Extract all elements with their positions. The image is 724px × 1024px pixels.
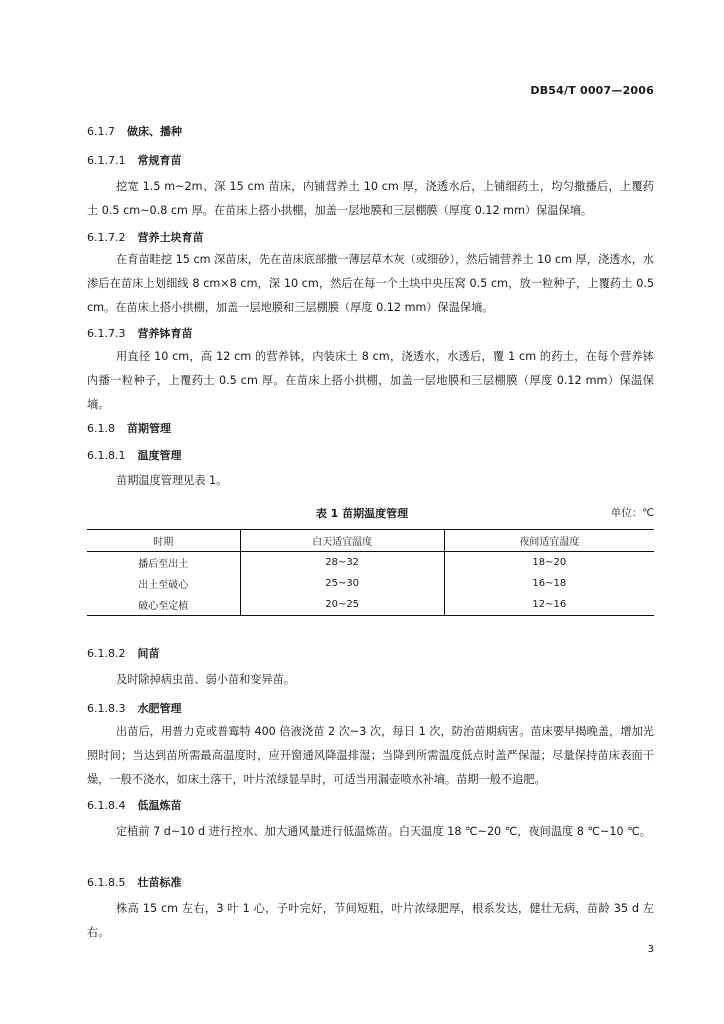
- temperature-table: [87, 529, 654, 616]
- paragraph: 定植前 7 d~10 d 进行控水、加大通风量进行低温炼苗。白天温度 18 ℃~20 ℃，夜间温度 8 ℃~10 ℃。: [116, 825, 651, 838]
- table-cell: 25~30: [240, 573, 444, 594]
- table-row: [87, 552, 654, 574]
- table-cell: 28~32: [240, 552, 444, 574]
- section-number: 6.1.8.4: [87, 799, 126, 812]
- table-cell: 18~20: [444, 552, 654, 574]
- section-heading: [87, 874, 181, 890]
- section-heading: [87, 447, 181, 463]
- table-cell: 16~18: [444, 573, 654, 594]
- section-heading: [87, 420, 171, 436]
- paragraph: 及时除掉病虫苗、弱小苗和变异苗。: [116, 673, 296, 686]
- section-number: 6.1.8.3: [87, 702, 126, 715]
- section-heading: [87, 325, 192, 341]
- table-cell: 出土至破心: [138, 580, 189, 591]
- section-heading: [87, 229, 203, 245]
- section-title: 低温炼苗: [137, 799, 182, 812]
- page-number: 3: [647, 944, 654, 955]
- section-number: 6.1.8.5: [87, 876, 126, 889]
- section-heading: [87, 797, 181, 813]
- section-number: 6.1.7.1: [87, 154, 126, 167]
- section-title: 做床、播种: [127, 125, 182, 138]
- section-heading: [87, 123, 182, 139]
- paragraph: 在育苗畦挖 15 cm 深苗床，先在苗床底部撒一薄层草木灰（或细砂），然后铺营养土 10 cm 厚，浇透水，水渗后在苗床上划细线 8 cm×8 cm，深 10 cm，然后在每一个土块中央压窝 0.5 cm，放一粒种子，上覆药土 0.5 cm。在苗床上搭小拱棚，加盖一层地膜和三层棚膜（厚度 0.12 mm）保温保墒。: [87, 253, 654, 314]
- section-heading: [87, 700, 181, 716]
- section-number: 6.1.8.2: [87, 647, 126, 660]
- paragraph: 用直径 10 cm，高 12 cm 的营养钵，内装床土 8 cm，浇透水，水透后，覆 1 cm 的药土，在每个营养钵内播一粒种子，上覆药土 0.5 cm 厚。在苗床上搭小拱棚，加盖一层地膜和三层棚膜（厚度 0.12 mm）保温保墒。: [87, 350, 654, 411]
- table-row: [87, 594, 654, 616]
- table-cell: 破心至定植: [87, 594, 240, 616]
- section-title: 营养土块育苗: [137, 231, 204, 244]
- table-cell: 20~25: [240, 594, 444, 616]
- section-number: 6.1.7.3: [87, 327, 126, 340]
- document-code: DB54/T 0007—2006: [530, 84, 654, 97]
- section-title: 常规育苗: [137, 154, 182, 167]
- table-header-cell: 白天适宜温度: [240, 530, 444, 552]
- table-unit: 单位：℃: [610, 507, 654, 519]
- paragraph: 挖宽 1.5 m~2m、深 15 cm 苗床，内铺营养土 10 cm 厚，浇透水后，上铺细药土，均匀撒播后，上覆药土 0.5 cm~0.8 cm 厚。在苗床上搭小拱棚，加盖一层地膜和三层棚膜（厚度 0.12 mm）保温保墒。: [87, 180, 654, 217]
- paragraph: 株高 15 cm 左右，3 叶 1 心，子叶完好，节间短粗，叶片浓绿肥厚，根系发达，健壮无病，苗龄 35 d 左右。: [87, 902, 654, 939]
- section-number: 6.1.8: [87, 422, 115, 435]
- table-cell: 12~16: [444, 594, 654, 616]
- table-title: 表 1 苗期温度管理: [315, 507, 409, 520]
- section-number: 6.1.7.2: [87, 231, 126, 244]
- table-header-row: [87, 530, 654, 552]
- section-number: 6.1.8.1: [87, 449, 126, 462]
- section-title: 壮苗标准: [137, 876, 182, 889]
- paragraph: 苗期温度管理见表 1。: [116, 474, 228, 487]
- section-title: 温度管理: [137, 449, 182, 462]
- table-row: [87, 573, 654, 594]
- section-number: 6.1.7: [87, 125, 115, 138]
- section-title: 营养钵育苗: [137, 327, 193, 340]
- section-heading: [87, 645, 159, 661]
- paragraph: 出苗后，用普力克或普霉特 400 倍液浇苗 2 次~3 次，每日 1 次，防治苗期病害。苗床要早揭晚盖，增加光照时间；当达到苗所需最高温度时，应开窗通风降温排湿；当降到所需温度低点时盖严保湿；尽量保持苗床表面干燥，一般不浇水，如床土落干，叶片浓绿显旱时，可适当用漏壶喷水补墒。苗期一般不追肥。: [87, 725, 654, 786]
- section-title: 水肥管理: [137, 702, 182, 715]
- table-cell: 播后至出土: [138, 559, 189, 570]
- section-title: 间苗: [137, 647, 160, 660]
- table-header-cell: 时期: [87, 530, 240, 552]
- section-title: 苗期管理: [127, 422, 171, 435]
- table-header-cell: 夜间适宜温度: [444, 530, 654, 552]
- section-heading: [87, 152, 181, 168]
